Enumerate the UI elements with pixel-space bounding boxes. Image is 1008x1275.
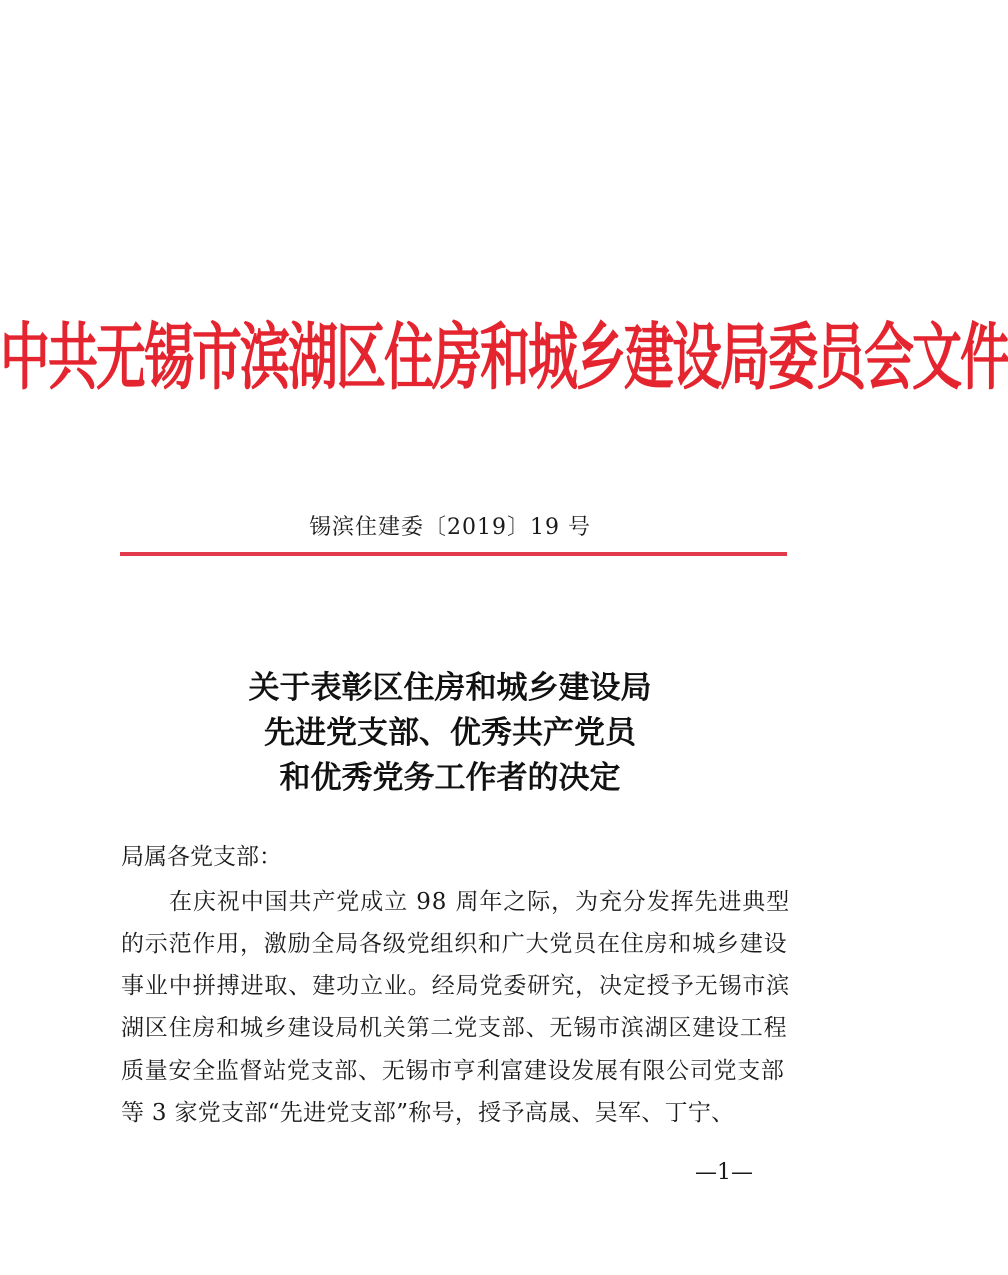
title-line-3: 和优秀党务工作者的决定: [279, 760, 621, 796]
body-line-5: 质量安全监督站党支部、无锡市亨利富建设发展有限公司党支部: [121, 1058, 785, 1084]
red-divider-line: [120, 552, 787, 556]
body-line-4: 湖区住房和城乡建设局机关第二党支部、无锡市滨湖区建设工程: [121, 1015, 788, 1041]
title-line-1: 关于表彰区住房和城乡建设局: [248, 670, 652, 706]
salutation: 局属各党支部：: [121, 844, 282, 870]
title-line-2: 先进党支部、优秀共产党员: [264, 715, 636, 751]
body-line-2: 的示范作用，激励全局各级党组织和广大党员在住房和城乡建设: [121, 931, 788, 957]
body-line-1: 在庆祝中国共产党成立 98 周年之际，为充分发挥先进典型: [169, 889, 791, 915]
document-number: 锡滨住建委〔2019〕19 号: [309, 515, 591, 540]
document-masthead: 中共无锡市滨湖区住房和城乡建设局委员会文件: [0, 315, 1008, 401]
body-line-6: 等 3 家党支部“先进党支部”称号，授予高晟、吴军、丁宁、: [121, 1100, 735, 1126]
page-number: —1—: [695, 1160, 753, 1185]
body-line-3: 事业中拼搏进取、建功立业。经局党委研究，决定授予无锡市滨: [121, 973, 791, 999]
